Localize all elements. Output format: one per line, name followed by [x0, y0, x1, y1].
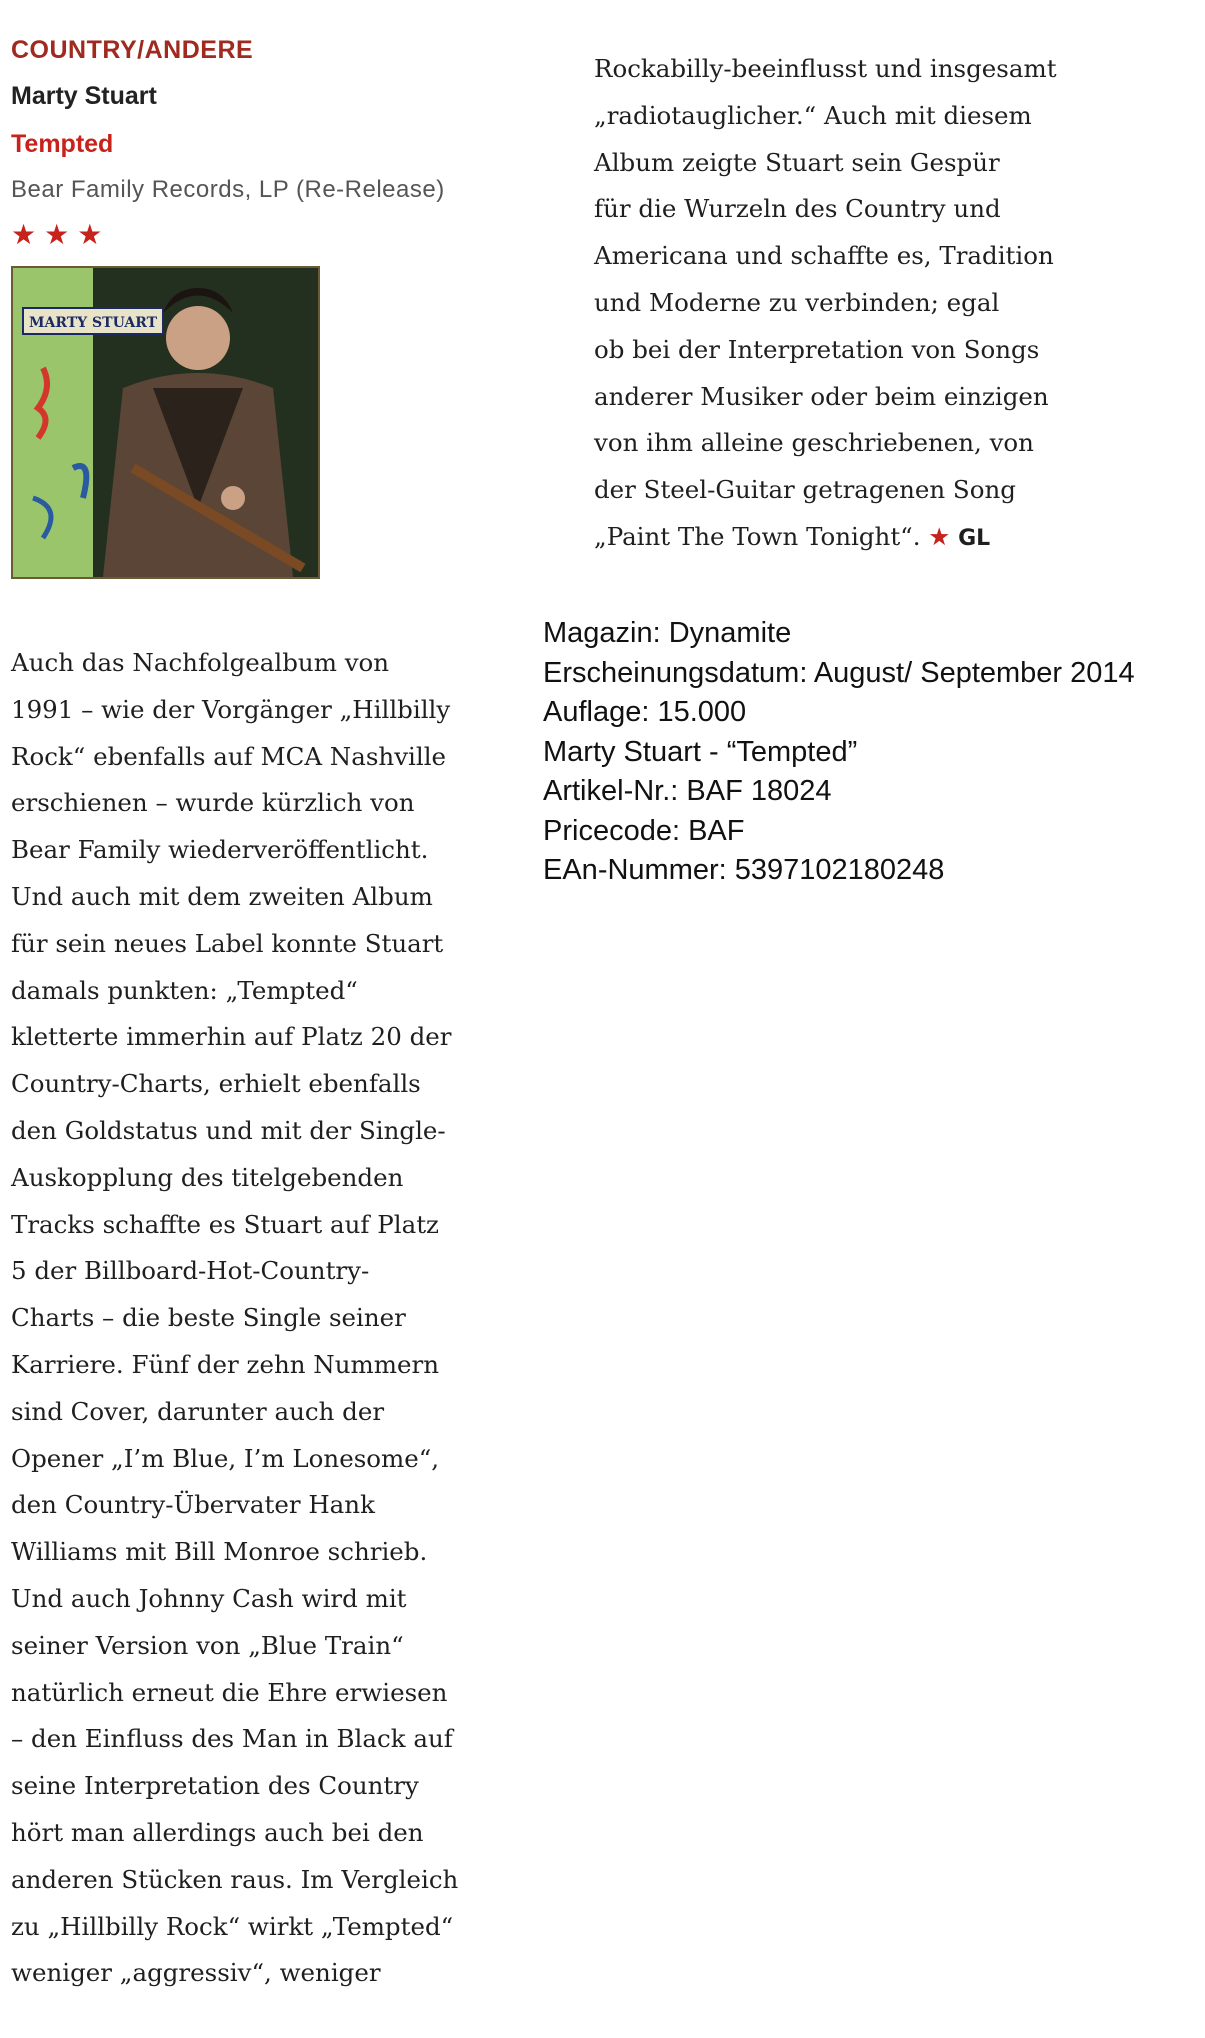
author-signature: GL — [958, 525, 991, 551]
body-line: Und auch mit dem zweiten Album — [11, 881, 433, 911]
body-line: Karriere. Fünf der zehn Nummern — [11, 1349, 439, 1379]
body-line: damals punkten: „Tempted“ — [11, 975, 358, 1005]
meta-date: Erscheinungsdatum: August/ September 2014 — [543, 656, 1135, 689]
meta-article-number: Artikel-Nr.: BAF 18024 — [543, 775, 832, 807]
publication-info — [543, 614, 1135, 891]
body-line: Williams mit Bill Monroe schrieb. — [11, 1537, 428, 1567]
meta-ean: EAn-Nummer: 5397102180248 — [543, 854, 945, 886]
meta-pricecode: Pricecode: BAF — [543, 814, 745, 847]
review-body-left-column — [11, 640, 458, 1997]
body-line: Opener „I’m Blue, I’m Lonesome“, — [11, 1443, 440, 1473]
body-line: für die Wurzeln des Country und — [594, 194, 1001, 224]
body-line: der Steel-Guitar getragenen Song — [594, 475, 1016, 505]
body-line: anderer Musiker oder beim einzigen — [594, 381, 1049, 411]
body-line: 5 der Billboard-Hot-Country- — [11, 1256, 370, 1286]
body-line: anderen Stücken raus. Im Vergleich — [11, 1864, 459, 1894]
meta-product: Marty Stuart - “Tempted” — [543, 735, 858, 768]
artist-name: Marty Stuart — [11, 82, 157, 110]
body-line: Und auch Johnny Cash wird mit — [11, 1583, 407, 1613]
album-cover-art — [13, 268, 318, 577]
album-cover-image — [11, 266, 320, 579]
body-line: – den Einfluss des Man in Black auf — [11, 1724, 453, 1754]
body-line: Auch das Nachfolgealbum von — [11, 648, 390, 677]
body-line: erschienen – wurde kürzlich von — [11, 788, 415, 818]
album-title: Tempted — [11, 130, 114, 158]
body-line: ob bei der Interpretation von Songs — [594, 334, 1040, 364]
body-line: seiner Version von „Blue Train“ — [11, 1630, 404, 1660]
label-info: Bear Family Records, LP (Re-Release) — [11, 176, 445, 203]
body-line: Album zeigte Stuart sein Gespür — [594, 147, 1000, 177]
body-line-final — [594, 514, 1057, 563]
body-line: von ihm alleine geschriebenen, von — [594, 428, 1034, 458]
body-line: für sein neues Label konnte Stuart — [11, 928, 444, 958]
end-star-icon: ★ — [928, 521, 951, 551]
body-line: Rock“ ebenfalls auf MCA Nashville — [11, 741, 447, 771]
body-line: „radiotauglicher.“ Auch mit diesem — [594, 100, 1032, 130]
body-line: Country-Charts, erhielt ebenfalls — [11, 1069, 421, 1099]
body-line: den Country-Übervater Hank — [11, 1490, 375, 1520]
body-line: sind Cover, darunter auch der — [11, 1396, 385, 1426]
body-line: Americana und schaffte es, Tradition — [594, 241, 1054, 271]
body-line: Rockabilly-beeinflusst und insgesamt — [594, 54, 1057, 83]
body-line: „Paint The Town Tonight“. — [594, 521, 921, 551]
body-line: 1991 – wie der Vorgänger „Hillbilly — [11, 694, 451, 724]
body-line: den Goldstatus und mit der Single- — [11, 1115, 446, 1145]
body-line: Bear Family wiederveröffentlicht. — [11, 835, 429, 865]
body-line: zu „Hillbilly Rock“ wirkt „Tempted“ — [11, 1911, 454, 1941]
category-heading: COUNTRY/ANDERE — [11, 36, 254, 64]
body-line: natürlich erneut die Ehre erwiesen — [11, 1677, 448, 1707]
body-line: kletterte immerhin auf Platz 20 der — [11, 1022, 452, 1052]
meta-magazine: Magazin: Dynamite — [543, 617, 792, 649]
body-line: hört man allerdings auch bei den — [11, 1817, 424, 1847]
meta-circulation: Auflage: 15.000 — [543, 696, 747, 728]
cover-title-text: MARTY STUART — [29, 315, 158, 331]
body-line: weniger „aggressiv“, weniger — [11, 1958, 381, 1988]
body-line: Auskopplung des titelgebenden — [11, 1162, 404, 1192]
body-line: seine Interpretation des Country — [11, 1771, 419, 1801]
rating-stars: ★★★ — [11, 219, 111, 250]
body-line: Charts – die beste Single seiner — [11, 1303, 406, 1333]
body-line: Tracks schaffte es Stuart auf Platz — [11, 1209, 439, 1239]
body-line: und Moderne zu verbinden; egal — [594, 287, 1000, 317]
review-body-right-column — [594, 46, 1057, 563]
